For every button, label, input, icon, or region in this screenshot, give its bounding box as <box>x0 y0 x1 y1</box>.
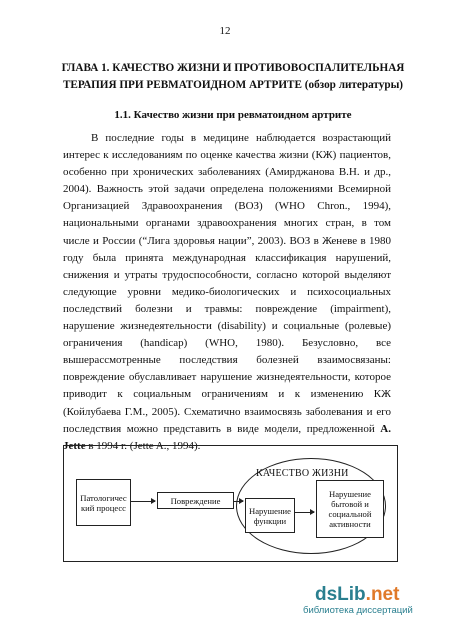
logo-text: dsLib <box>315 584 366 605</box>
paragraph-main: В последние годы в медицине наблюдается возрастающий интерес к исследованиям по оценке качества жизни (КЖ) пациентов, особенно при хронических заболеваниях (Амирджанова В.Н. и др., 2004). Важность этой задачи определена положениями Всемирной Организацией Здравоохранения (ВОЗ) (WHO Chron., 1994), национальными органами здравоохранения многих стран, в том числе и России (“Лига здоровья нации”, 2003). ВОЗ в Женеве в 1980 году была принята международная классификация нарушений, снижения и утраты трудоспособности, согласно которой выделяют следующие уровни медико-биологических и психосоциальных последствий болезни и травмы: повреждение (impairment), нарушение жизнедеятельности (disability) и социальные (ролевые) ограничения (handicap) (WHO, 1980). Безусловно, все вышерассмотренные последствия болезней взаимосвязаны: повреждение обуславливает нарушение жизнедеятельности, которое приводит к социальным ограничениям и к изменению КЖ (Койлубаева Г.М., 2005). Схематично взаимосвязь заболевания и его последствия можно представить в виде модели, предложенной <box>63 132 391 435</box>
function-disorder-label: Нарушение функции <box>249 505 291 526</box>
chapter-title <box>58 60 408 94</box>
arrow-1 <box>131 501 155 502</box>
quality-of-life-label: КАЧЕСТВО ЖИЗНИ <box>256 468 349 479</box>
page-number: 12 <box>219 25 231 37</box>
arrow-3 <box>295 512 314 513</box>
dslib-logo <box>315 584 399 606</box>
social-activity-box <box>316 480 384 538</box>
jette-model-diagram <box>63 445 398 562</box>
logo-suffix: .net <box>365 584 400 605</box>
section-title: 1.1. Качество жизни при ревматоидном артрите <box>114 109 352 121</box>
author-name: A. Jette <box>63 422 391 452</box>
chapter-title-line1: ГЛАВА 1. КАЧЕСТВО ЖИЗНИ И ПРОТИВОВОСПАЛИТЕЛЬНАЯ <box>61 62 405 74</box>
dslib-subtitle: библиотека диссертаций <box>303 605 413 616</box>
pathological-process-label: Патологичес кий процесс <box>80 492 127 513</box>
body-text <box>63 130 391 455</box>
impairment-label: Повреждение <box>170 495 221 506</box>
chapter-title-line2: ТЕРАПИЯ ПРИ РЕВМАТОИДНОМ АРТРИТЕ (обзор литературы) <box>62 79 404 91</box>
pathological-process-box <box>76 479 131 526</box>
arrow-2 <box>234 501 243 502</box>
paragraph-tail: в 1994 г. (Jette A., 1994). <box>88 439 201 452</box>
function-disorder-box <box>245 498 295 533</box>
social-activity-label: Нарушение бытовой и социальной активности <box>328 489 372 529</box>
paragraph <box>63 130 391 455</box>
impairment-box <box>157 492 234 509</box>
